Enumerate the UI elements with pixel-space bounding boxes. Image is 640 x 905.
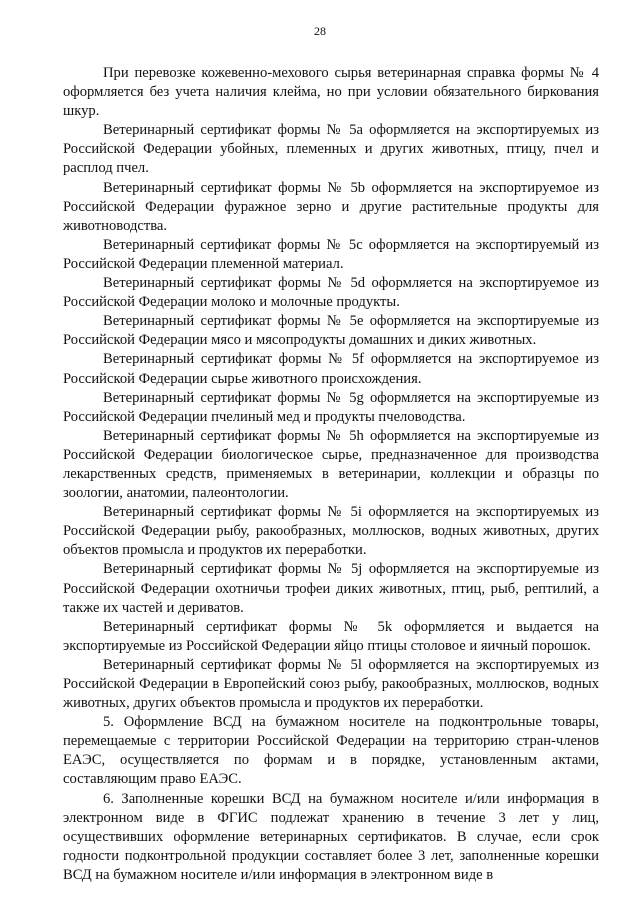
paragraph-clause-5: 5. Оформление ВСД на бумажном носителе на подконтрольные товары, перемещаемые с территории Российской Федерации на территорию стран-членов ЕАЭС, осуществляется по формам и в порядке, установленным актами, составляющим право ЕАЭС. [63, 714, 599, 788]
paragraph-bark-tagging: При перевозке кожевенно-мехового сырья ветеринарная справка формы № 4 оформляется без учета наличия клейма, но при условии обязательного биркования шкур. [63, 65, 599, 120]
document-body [63, 64, 599, 885]
paragraph-form-5i: Ветеринарный сертификат формы № 5i оформляется на экспортируемых из Российской Федерации рыбу, ракообразных, моллюсков, водных животных, других объектов промысла и продуктов их переработки. [63, 504, 599, 559]
paragraph-form-5f: Ветеринарный сертификат формы № 5f оформляется на экспортируемое из Российской Федерации сырье животного происхождения. [63, 351, 599, 387]
paragraph-form-5j: Ветеринарный сертификат формы № 5j оформляется на экспортируемые из Российской Федерации охотничьи трофеи диких животных, птиц, рыб, рептилий, а также их частей и дериватов. [63, 561, 599, 616]
paragraph-clause-6: 6. Заполненные корешки ВСД на бумажном носителе и/или информация в электронном виде в ФГИС подлежат хранению в течение 3 лет у лиц, осуществивших оформление ветеринарных сертификатов. В случае, если срок годности подконтрольной продукции составляет более 3 лет, заполненные корешки ВСД на бумажном носителе и/или информация в электронном виде в [63, 790, 599, 883]
paragraph-form-5h: Ветеринарный сертификат формы № 5h оформляется на экспортируемые из Российской Федерации биологическое сырье, предназначенное для производства лекарственных средств, применяемых в ветеринарии, коллекции и образцы по зоологии, анатомии, палеонтологии. [63, 427, 599, 502]
paragraph-form-5c: Ветеринарный сертификат формы № 5c оформляется на экспортируемый из Российской Федерации племенной материал. [63, 236, 599, 272]
paragraph-form-5k: Ветеринарный сертификат формы № 5k оформляется и выдается на экспортируемые из Российской Федерации яйцо птицы столовое и яичный порошок. [63, 618, 599, 654]
paragraph-form-5l: Ветеринарный сертификат формы № 5l оформляется на экспортируемых из Российской Федерации в Европейский союз рыбу, ракообразных, моллюсков, водных животных, других объектов промысла и продуктов их переработки. [63, 656, 599, 712]
page-number: 28 [314, 24, 326, 38]
paragraph-form-5g: Ветеринарный сертификат формы № 5g оформляется на экспортируемые из Российской Федерации пчелиный мед и продукты пчеловодства. [63, 389, 599, 425]
paragraph-form-5d: Ветеринарный сертификат формы № 5d оформляется на экспортируемое из Российской Федерации молоко и молочные продукты. [63, 275, 599, 311]
paragraph-form-5a: Ветеринарный сертификат формы № 5a оформляется на экспортируемых из Российской Федерации убойных, племенных и других животных, птицу, пчел и расплод пчел. [63, 122, 599, 177]
paragraph-form-5e: Ветеринарный сертификат формы № 5e оформляется на экспортируемые из Российской Федерации мясо и мясопродукты домашних и диких животных. [63, 313, 599, 349]
paragraph-form-5b: Ветеринарный сертификат формы № 5b оформляется на экспортируемое из Российской Федерации фуражное зерно и другие растительные продукты для животноводства. [63, 179, 599, 234]
